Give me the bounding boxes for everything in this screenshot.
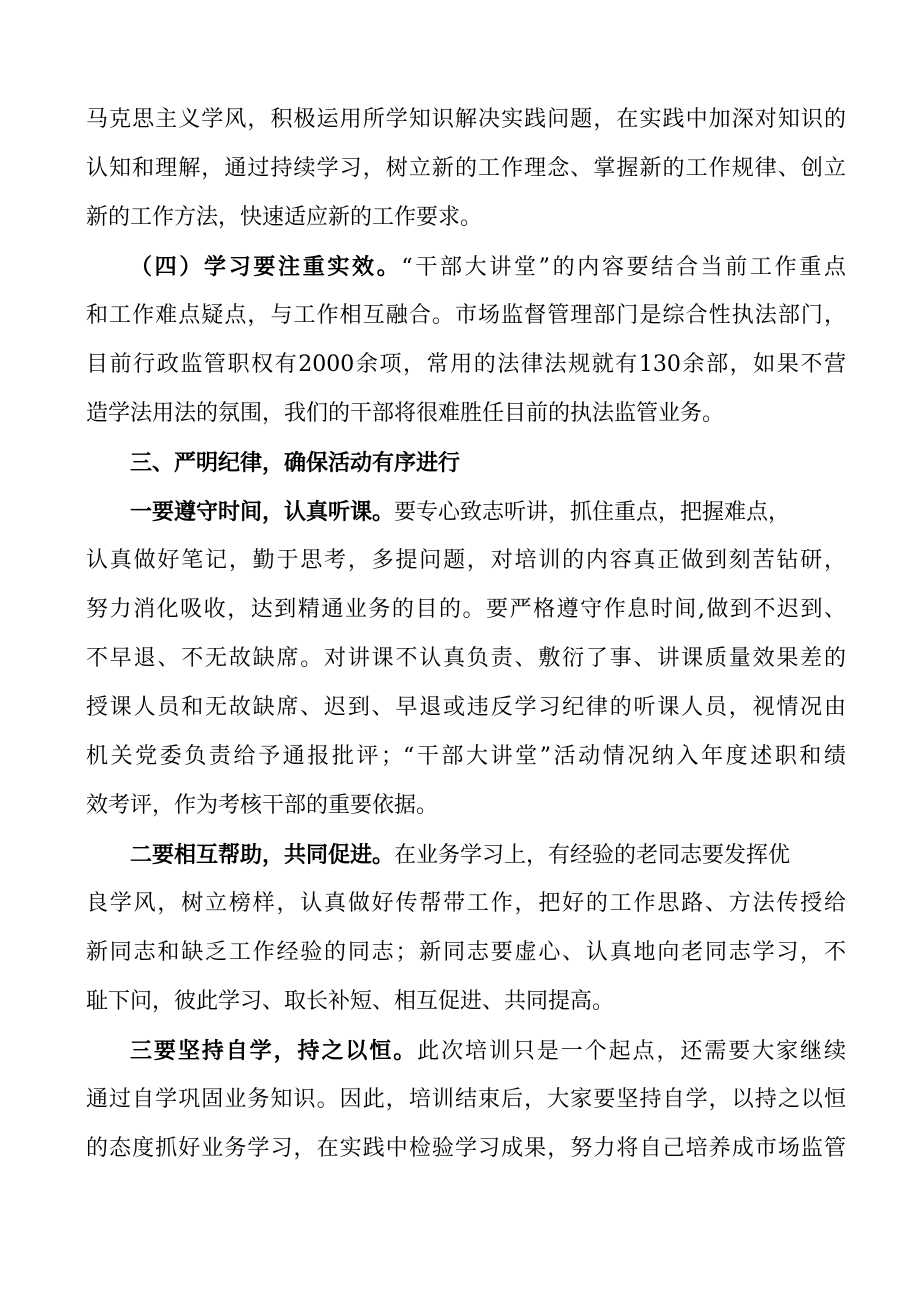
paragraph-line: 良学风，树立榜样，认真做好传帮带工作，把好的工作思路、方法传授给: [86, 891, 846, 916]
paragraph-line: 和工作难点疑点，与工作相互融合。市场监督管理部门是综合性执法部门，: [86, 303, 846, 328]
paragraph-line: 授课人员和无故缺席、迟到、早退或违反学习纪律的听课人员，视情况由: [86, 695, 846, 720]
paragraph-line: 耻下问，彼此学习、取长补短、相互促进、共同提高。: [86, 989, 615, 1014]
paragraph-heading: 三要坚持自学，持之以恒。: [130, 1038, 418, 1064]
paragraph-heading: 二要相互帮助，共同促进。: [130, 842, 395, 868]
paragraph-text: 此次培训只是一个起点，还需要大家继续: [417, 1039, 846, 1064]
paragraph-line: 认知和理解，通过持续学习，树立新的工作理念、掌握新的工作规律、创立: [86, 156, 846, 181]
paragraph-line: 新同志和缺乏工作经验的同志；新同志要虚心、认真地向老同志学习，不: [86, 940, 846, 965]
paragraph-first-line: [130, 243, 846, 291]
section-heading: 三、严明纪律，确保活动有序进行: [130, 450, 461, 476]
paragraph-line: 目前行政监管职权有2000余项，常用的法律法规就有130余部，如果不营: [86, 352, 846, 377]
paragraph-text: “干部大讲堂”的内容要结合当前工作重点: [401, 255, 846, 280]
paragraph-line: 造学法用法的氛围，我们的干部将很难胜任目前的执法监管业务。: [86, 401, 725, 426]
paragraph-heading: 一要遵守时间，认真听课。: [130, 499, 395, 525]
paragraph-line: 机关党委负责给予通报批评；“干部大讲堂”活动情况纳入年度述职和绩: [86, 744, 846, 769]
paragraph-first-line: [130, 1027, 846, 1075]
paragraph-heading: （四）学习要注重实效。: [130, 254, 402, 280]
paragraph-text: 要专心致志听讲，抓住重点，把握难点，: [394, 500, 791, 525]
paragraph-text: 在业务学习上，有经验的老同志要发挥优: [394, 843, 791, 868]
paragraph-line: 的态度抓好业务学习，在实践中检验学习成果，努力将自己培养成市场监管: [86, 1136, 846, 1161]
paragraph-line: 努力消化吸收，达到精通业务的目的。要严格遵守作息时间,做到不迟到、: [86, 597, 846, 622]
paragraph-line: 不早退、不无故缺席。对讲课不认真负责、敷衍了事、讲课质量效果差的: [86, 646, 846, 671]
paragraph-line: 马克思主义学风，积极运用所学知识解决实践问题，在实践中加深对知识的: [86, 107, 846, 132]
paragraph-first-line: [130, 488, 846, 536]
paragraph-line: 效考评，作为考核干部的重要依据。: [86, 793, 439, 818]
paragraph-line: 通过自学巩固业务知识。因此，培训结束后，大家要坚持自学，以持之以恒: [86, 1087, 846, 1112]
paragraph-line: 认真做好笔记，勤于思考，多提问题，对培训的内容真正做到刻苦钻研，: [86, 548, 846, 573]
paragraph-line: 新的工作方法，快速适应新的工作要求。: [86, 205, 483, 230]
paragraph-first-line: [130, 831, 846, 879]
